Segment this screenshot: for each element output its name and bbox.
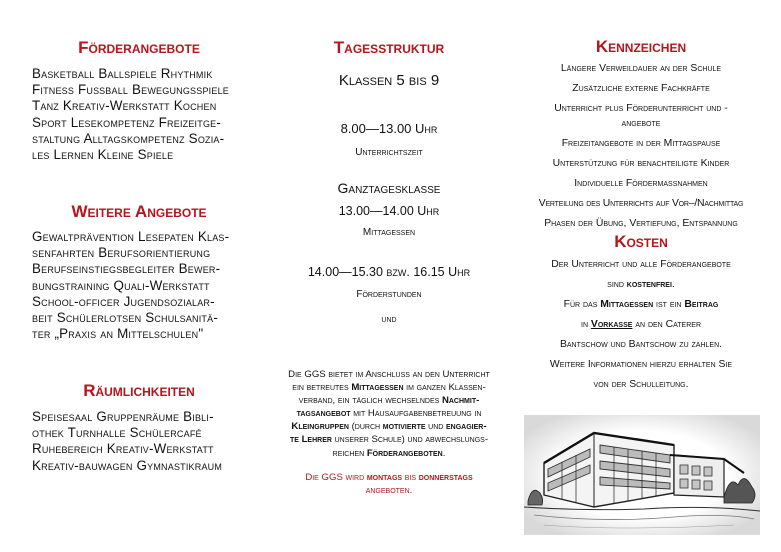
kosten-text-part: .	[671, 279, 675, 290]
kosten-line-5: Bantschow und Bantschow zu zahlen.	[559, 339, 723, 350]
weitere-line: bungstraining Quali-Werkstatt	[32, 277, 210, 293]
para-line-2	[268, 381, 510, 394]
para-bold-foerder: Förderangeboten	[366, 447, 443, 459]
note-text: Die GGS wird	[305, 472, 367, 483]
label-unterrichtszeit: Unterrichtszeit	[355, 147, 423, 158]
school-building-sketch	[524, 415, 760, 535]
para-text: .	[442, 447, 446, 459]
note-bold-donnerstags: donnerstags	[418, 472, 473, 483]
label-mittagessen: Mittagessen	[362, 227, 416, 238]
kennzeichen-item: Verteilung des Unterrichts auf Vor–/Nachmittag	[538, 198, 744, 209]
kosten-bold-beitrag: Beitrag	[684, 299, 719, 310]
weitere-line: School-officer Jugendsozialar-	[32, 293, 215, 309]
kosten-text-part: in	[581, 319, 591, 330]
para-text: im ganzen Klassen-	[403, 382, 486, 394]
kosten-line-6: Weitere Informationen hierzu erhalten Sie	[549, 359, 733, 370]
kosten-line-3	[514, 298, 768, 311]
klassen-line: Klassen 5 bis 9	[338, 72, 440, 89]
kosten-text-part: an den Caterer	[632, 319, 701, 330]
weitere-line: beit Schülerlotsen Schulsanitä-	[32, 310, 218, 326]
para-line-5	[268, 420, 510, 433]
foerder-line: Fitness Fußball Bewegungsspiele	[32, 82, 229, 98]
kennzeichen-item: Individuelle Fördermaßnahmen	[574, 178, 708, 189]
foerder-line: les Lernen Kleine Spiele	[32, 147, 174, 163]
note-bold-montags: montags	[366, 472, 403, 483]
foerderangebote-heading: Förderangebote	[78, 38, 200, 57]
raeumlichkeiten-list	[32, 409, 246, 474]
para-text: ein betreutes	[292, 382, 352, 394]
foerderangebote-list	[32, 66, 246, 163]
para-line-6	[268, 433, 510, 446]
kosten-heading: Kosten	[614, 232, 668, 251]
para-text: unserer Schule) und abwechslungs-	[331, 434, 489, 446]
weitere-line: ter „Praxis an Mittelschulen"	[32, 326, 204, 342]
ganztagesklasse-line: Ganztagesklasse	[337, 180, 441, 196]
kosten-text	[514, 258, 768, 391]
foerder-line: Tanz Kreativ-Werkstatt Kochen	[32, 98, 217, 114]
time-mittagessen: 13.00—14.00 Uhr	[338, 204, 440, 218]
label-foerderstunden: Förderstunden	[356, 289, 422, 300]
raeumlichkeiten-heading: Räumlichkeiten	[83, 381, 195, 400]
weitere-angebote-list	[32, 229, 246, 342]
para-line-4	[268, 407, 510, 420]
raeume-line: Ruhebereich Kreativ-Werkstatt	[32, 441, 214, 457]
para-line-3	[268, 394, 510, 407]
para-text: und	[425, 421, 447, 433]
foerder-line: Basketball Ballspiele Rhythmik	[32, 66, 213, 81]
kennzeichen-heading: Kennzeichen	[595, 37, 687, 56]
para-bold-angebot: tagsangebot	[296, 408, 351, 420]
time-foerderstunden: 14.00—15.30 bzw. 16.15 Uhr	[307, 265, 471, 279]
weitere-angebote-heading: Weitere Angebote	[71, 202, 207, 221]
note-line-2: angeboten.	[365, 485, 413, 496]
para-bold-motivierte: motivierte	[382, 421, 426, 433]
kosten-line-1: Der Unterricht und alle Förderangebote	[551, 259, 731, 270]
kennzeichen-item: Längere Verweildauer an der Schule	[560, 63, 722, 74]
kosten-text-part: sind	[607, 279, 627, 290]
weitere-line: Gewaltprävention Lesepaten Klas-	[32, 229, 230, 244]
para-text: (durch	[348, 421, 383, 433]
para-bold-lehrer: te Lehrer	[289, 434, 332, 446]
raeume-line: Kreativ-bauwagen Gymnastikraum	[32, 457, 223, 473]
raeume-line: othek Turnhalle Schülercafé	[32, 425, 202, 441]
para-bold-engagier: engagier-	[446, 421, 487, 433]
note-text: bis	[402, 472, 419, 483]
tagesstruktur-heading: Tagesstruktur	[333, 38, 445, 57]
kennzeichen-item: Phasen der Übung, Vertiefung, Entspannung	[544, 218, 738, 229]
kosten-line-7: von der Schulleitung.	[593, 379, 689, 390]
kosten-text-part: ist ein	[653, 299, 685, 310]
kennzeichen-list	[514, 62, 768, 230]
kosten-line-2	[514, 278, 768, 291]
weitere-line: Berufseinstiegsbegleiter Bewer-	[32, 261, 221, 277]
para-bold-nachmittag: Nachmit-	[441, 395, 480, 407]
para-text: reichen	[332, 447, 367, 459]
kennzeichen-item: Freizeitangebote in der Mittagspause	[561, 138, 721, 149]
raeume-line: Speisesaal Gruppenräume Bibli-	[32, 409, 214, 424]
weitere-line: senfahrten Berufsorientierung	[32, 245, 211, 261]
kennzeichen-item: Zusätzliche externe Fachkräfte	[572, 83, 710, 94]
und-text: und	[381, 314, 397, 325]
kosten-line-4	[514, 318, 768, 331]
kennzeichen-item: angebote	[621, 118, 661, 129]
foerder-line: staltung Alltagskompetenz Sozia-	[32, 130, 225, 146]
foerder-line: Sport Lesekompetenz Freizeitge-	[32, 114, 222, 130]
para-text: verband, ein täglich wechselndes	[298, 395, 442, 407]
ggs-paragraph	[268, 368, 510, 460]
para-bold-kleingruppen: Kleingruppen	[291, 421, 349, 433]
kosten-text-part: Für das	[563, 299, 601, 310]
para-bold-mittagessen: Mittagessen	[351, 382, 404, 394]
para-line-1: Die GGS bietet im Anschluss an den Unterricht	[288, 369, 490, 380]
kosten-bold-kostenfrei: kostenfrei	[626, 279, 672, 290]
note-line-1	[268, 471, 510, 484]
kosten-bold-vorkasse: Vorkasse	[590, 319, 633, 330]
time-unterricht: 8.00—13.00 Uhr	[340, 121, 438, 136]
para-line-7	[268, 447, 510, 460]
kennzeichen-item: Unterricht plus Förderunterricht und -	[554, 103, 728, 114]
para-text: mit Hausaufgabenbetreuung in	[350, 408, 482, 420]
kosten-bold-mittagessen: Mittagessen	[600, 299, 654, 310]
ggs-days-note	[268, 471, 510, 497]
kennzeichen-item: Unterstützung für benachteiligte Kinder	[552, 158, 730, 169]
